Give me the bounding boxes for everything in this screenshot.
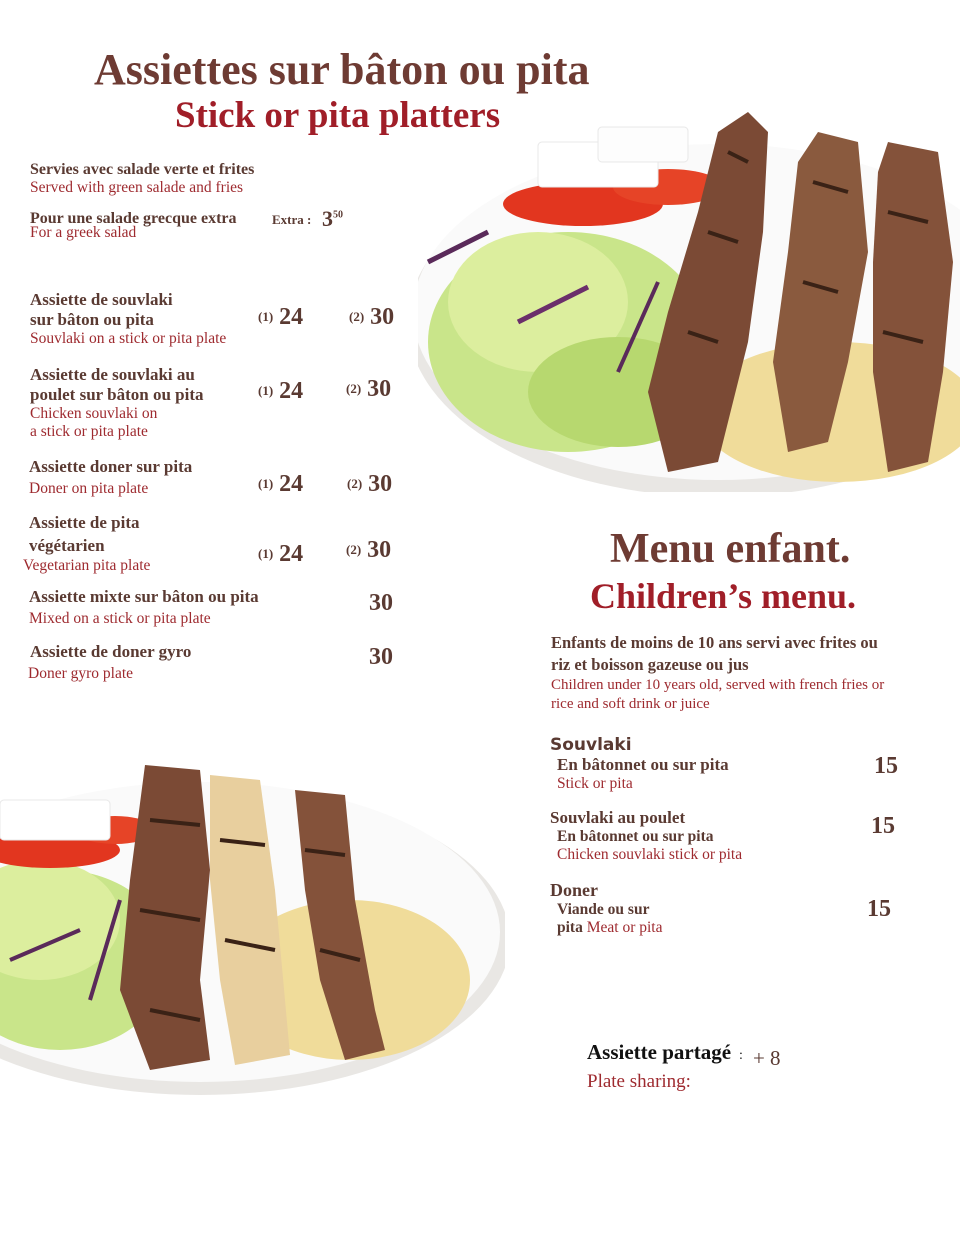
platter-name-fr-line2: sur bâton ou pita xyxy=(30,310,154,329)
platter-price-2 xyxy=(347,471,392,498)
platter-name-fr: Assiette de pita xyxy=(29,513,140,532)
platter-name-fr: Assiette de souvlaki au xyxy=(30,365,195,384)
kids-item-fr-2: pita xyxy=(557,919,583,936)
platter-name-en-line2: a stick or pita plate xyxy=(30,423,148,440)
size-label: (1) xyxy=(258,383,274,398)
price: 24 xyxy=(279,541,304,567)
platter-item xyxy=(30,365,204,441)
platter-name-fr: Assiette de souvlaki xyxy=(30,290,173,309)
intro-served-en: Served with green salade and fries xyxy=(30,179,244,196)
price: 30 xyxy=(367,376,392,402)
platter-price-2 xyxy=(369,644,393,671)
souvlaki-plate-image xyxy=(418,112,960,492)
platter-price-1 xyxy=(258,378,303,405)
platter-price-2 xyxy=(346,376,391,403)
souvlaki-plate-photo xyxy=(418,112,960,492)
platter-price-2 xyxy=(369,590,393,617)
price: 30 xyxy=(369,590,393,616)
kids-desc-fr-2: riz et boisson gazeuse ou jus xyxy=(551,655,749,674)
kids-item-name: Souvlaki xyxy=(550,735,632,755)
kids-item xyxy=(550,880,662,937)
platter-price-2 xyxy=(346,537,391,564)
size-label: (2) xyxy=(346,381,362,396)
platter-name-fr-line2: végétarien xyxy=(29,536,105,555)
platter-price-2 xyxy=(349,304,394,331)
kids-title-en: Children’s menu. xyxy=(590,576,857,616)
platter-item xyxy=(29,457,192,498)
platter-name-en: Doner gyro plate xyxy=(28,665,134,682)
platter-item xyxy=(30,290,226,348)
mixed-skewer-plate-image xyxy=(0,760,505,1105)
platter-item xyxy=(29,587,259,628)
price: 30 xyxy=(367,537,392,563)
kids-item-fr: En bâtonnet ou sur pita xyxy=(557,755,729,774)
kids-item-en: Meat or pita xyxy=(586,919,663,936)
kids-item-en: Stick or pita xyxy=(557,775,633,792)
kids-item-price: 15 xyxy=(867,896,891,922)
size-label: (1) xyxy=(258,476,274,491)
kids-item-fr: En bâtonnet ou sur pita xyxy=(557,828,714,845)
kids-title-fr: Menu enfant. xyxy=(610,526,851,572)
platter-name-fr: Assiette de doner gyro xyxy=(30,642,192,661)
platter-name-en: Souvlaki on a stick or pita plate xyxy=(30,330,227,347)
plate-sharing-en: Plate sharing: xyxy=(587,1071,691,1092)
size-label: (2) xyxy=(346,542,362,557)
kids-item-en: Chicken souvlaki stick or pita xyxy=(557,846,743,863)
platter-name-fr: Assiette mixte sur bâton ou pita xyxy=(29,587,259,606)
kids-item-name: Doner xyxy=(550,880,598,900)
platter-name-en: Mixed on a stick or pita plate xyxy=(29,610,211,627)
kids-item-fr: Viande ou sur xyxy=(557,901,650,918)
platter-item xyxy=(30,642,191,683)
kids-item-price: 15 xyxy=(871,813,895,839)
kids-item xyxy=(550,808,742,864)
platter-price-1 xyxy=(258,471,303,498)
intro-served-fr: Servies avec salade verte et frites xyxy=(30,161,255,178)
size-label: (1) xyxy=(258,546,274,561)
price: 24 xyxy=(279,304,304,330)
plate-sharing-fr: Assiette partagé xyxy=(587,1040,732,1064)
kids-item-line2 xyxy=(557,919,662,937)
kids-desc-fr-1: Enfants de moins de 10 ans servi avec frites ou xyxy=(551,633,878,652)
kids-desc-en-1: Children under 10 years old, served with french fries or xyxy=(551,677,885,693)
price: 24 xyxy=(279,471,304,497)
plate-sharing xyxy=(587,1040,781,1071)
platter-price-1 xyxy=(258,541,303,568)
plate-sharing-price: + 8 xyxy=(752,1046,781,1070)
plate-sharing-colon: : xyxy=(739,1048,743,1063)
kids-desc-en-2: rice and soft drink or juice xyxy=(551,696,710,712)
kids-item-name: Souvlaki au poulet xyxy=(550,808,686,827)
price: 24 xyxy=(279,378,304,404)
platter-name-en: Vegetarian pita plate xyxy=(23,557,151,574)
kids-item-price: 15 xyxy=(874,753,898,779)
platter-name-en: Doner on pita plate xyxy=(29,480,149,497)
extra-price-main: 3 xyxy=(322,206,333,231)
size-label: (2) xyxy=(347,476,363,491)
platter-name-fr: Assiette doner sur pita xyxy=(29,457,193,476)
page-title-en: Stick or pita platters xyxy=(175,95,501,136)
size-label: (1) xyxy=(258,309,274,324)
mixed-skewer-plate-photo xyxy=(0,760,505,1105)
intro-greek-fr: Pour une salade grecque extra xyxy=(30,210,237,227)
kids-description xyxy=(551,632,951,714)
page-title-fr: Assiettes sur bâton ou pita xyxy=(94,45,590,94)
price: 30 xyxy=(369,644,393,670)
extra-price xyxy=(322,206,343,232)
size-label: (2) xyxy=(349,309,365,324)
price: 30 xyxy=(368,471,393,497)
extra-price-cents: 50 xyxy=(333,209,343,221)
platter-name-en: Chicken souvlaki on xyxy=(30,405,158,422)
kids-item xyxy=(550,735,729,793)
price: 30 xyxy=(370,304,395,330)
extra-label: Extra : xyxy=(272,212,312,227)
platter-item xyxy=(23,511,151,575)
platter-name-fr-line2: poulet sur bâton ou pita xyxy=(30,385,204,404)
platter-price-1 xyxy=(258,304,303,331)
intro-greek-en: For a greek salad xyxy=(30,224,137,241)
